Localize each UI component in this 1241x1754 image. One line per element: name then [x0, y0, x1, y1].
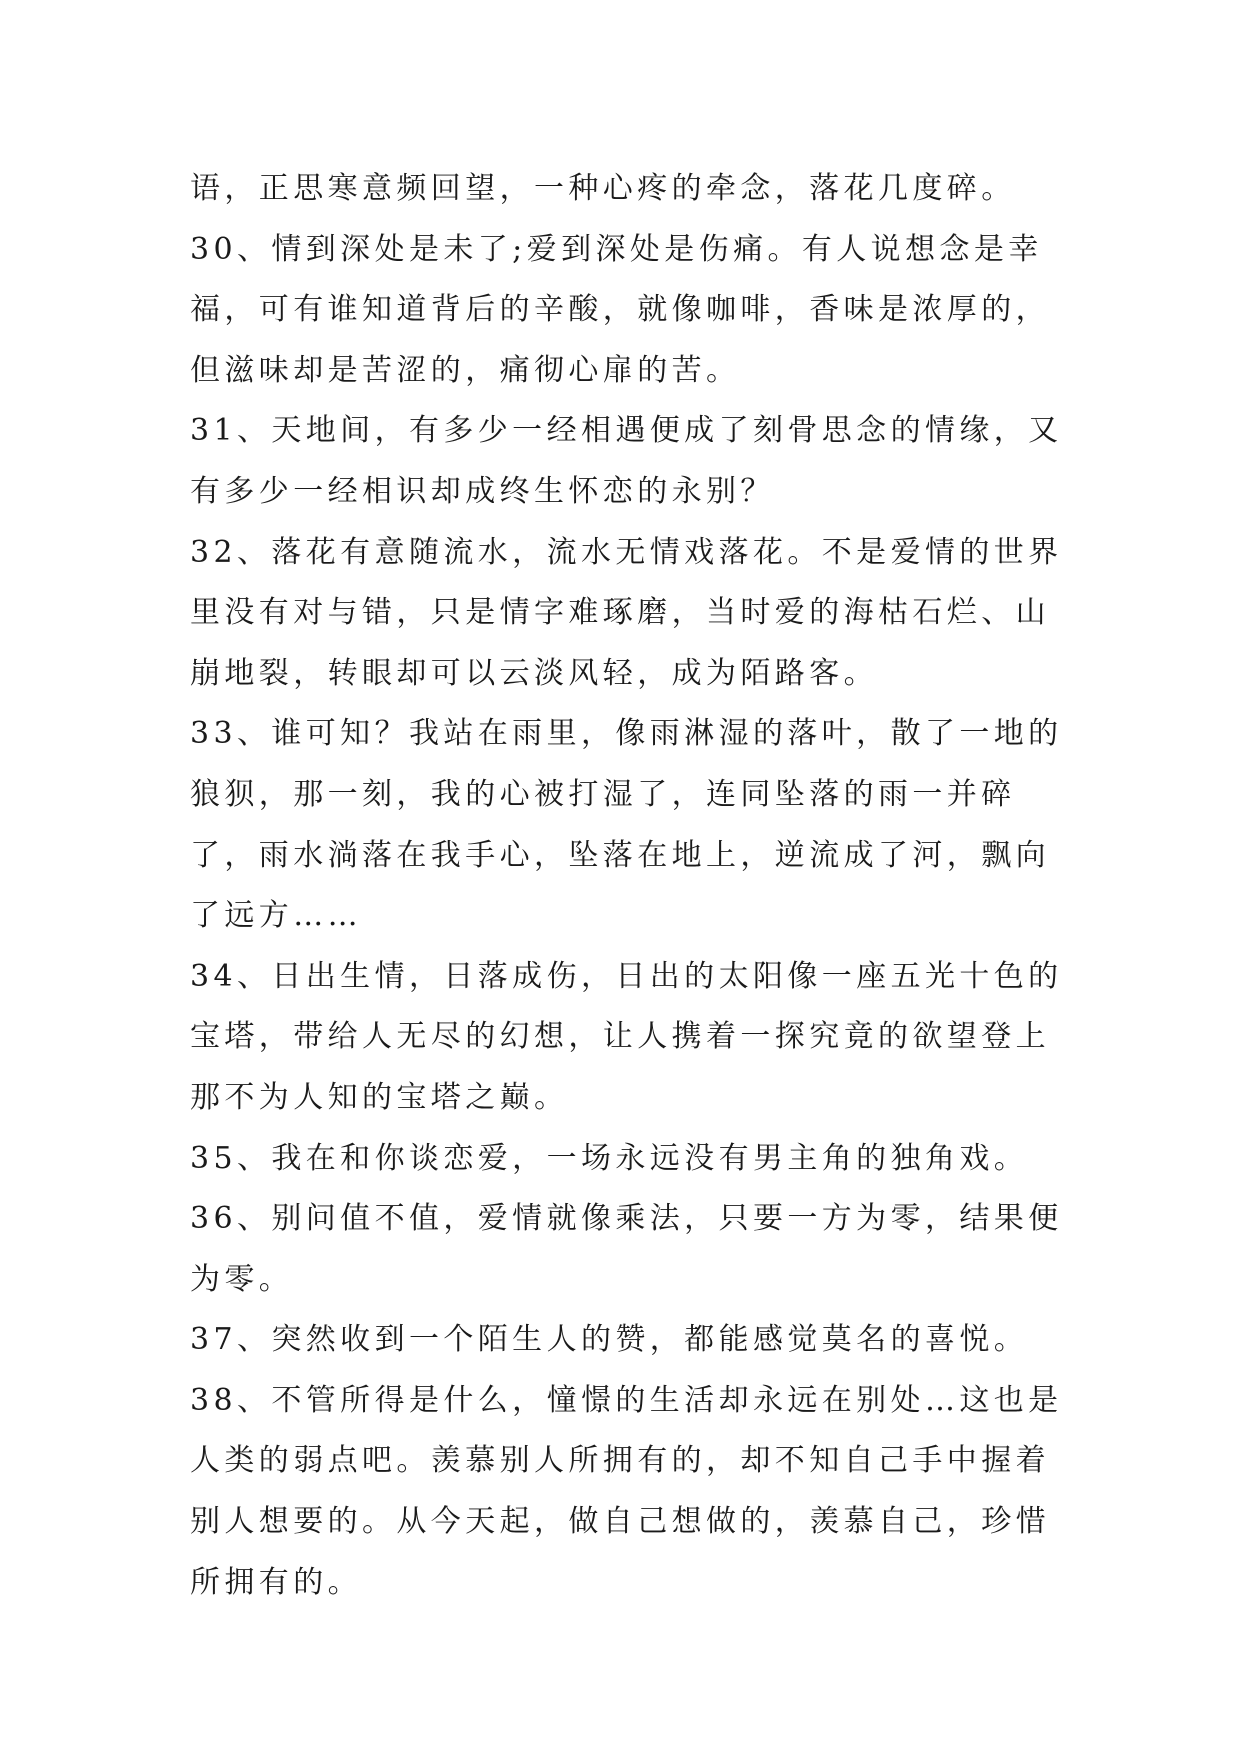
paragraph-33: 33、谁可知？我站在雨里，像雨淋湿的落叶，散了一地的狼狈，那一刻，我的心被打湿了，连同坠落的雨一并碎了，雨水淌落在我手心，坠落在地上，逆流成了河，飘向了远方……: [190, 716, 1063, 934]
body-text: [190, 159, 1066, 1613]
paragraph-36: 36、别问值不值，爱情就像乘法，只要一方为零，结果便为零。: [190, 1201, 1063, 1297]
paragraph-continuation: 语，正思寒意频回望，一种心疼的牵念，落花几度碎。: [190, 171, 1016, 206]
paragraph-34: 34、日出生情，日落成伤，日出的太阳像一座五光十色的宝塔，带给人无尽的幻想，让人携着一探究竟的欲望登上那不为人知的宝塔之巅。: [190, 958, 1063, 1115]
paragraph-37: 37、突然收到一个陌生人的赞，都能感觉莫名的喜悦。: [190, 1322, 1029, 1358]
paragraph-31: 31、天地间，有多少一经相遇便成了刻骨思念的情缘，又有多少一经相识却成终生怀恋的永别？: [190, 413, 1063, 509]
paragraph-38: 38、不管所得是什么，憧憬的生活却永远在别处…这也是人类的弱点吧。羡慕别人所拥有的，却不知自己手中握着别人想要的。从今天起，做自己想做的，羡慕自己，珍惜所拥有的。: [190, 1382, 1063, 1600]
paragraph-30: 30、情到深处是未了;爱到深处是伤痛。有人说想念是幸福，可有谁知道背后的辛酸，就像咖啡，香味是浓厚的，但滋味却是苦涩的，痛彻心扉的苦。: [190, 231, 1050, 388]
paragraph-32: 32、落花有意随流水，流水无情戏落花。不是爱情的世界里没有对与错，只是情字难琢磨，当时爱的海枯石烂、山崩地裂，转眼却可以云淡风轻，成为陌路客。: [190, 534, 1063, 691]
paragraph-35: 35、我在和你谈恋爱，一场永远没有男主角的独角戏。: [190, 1140, 1029, 1176]
